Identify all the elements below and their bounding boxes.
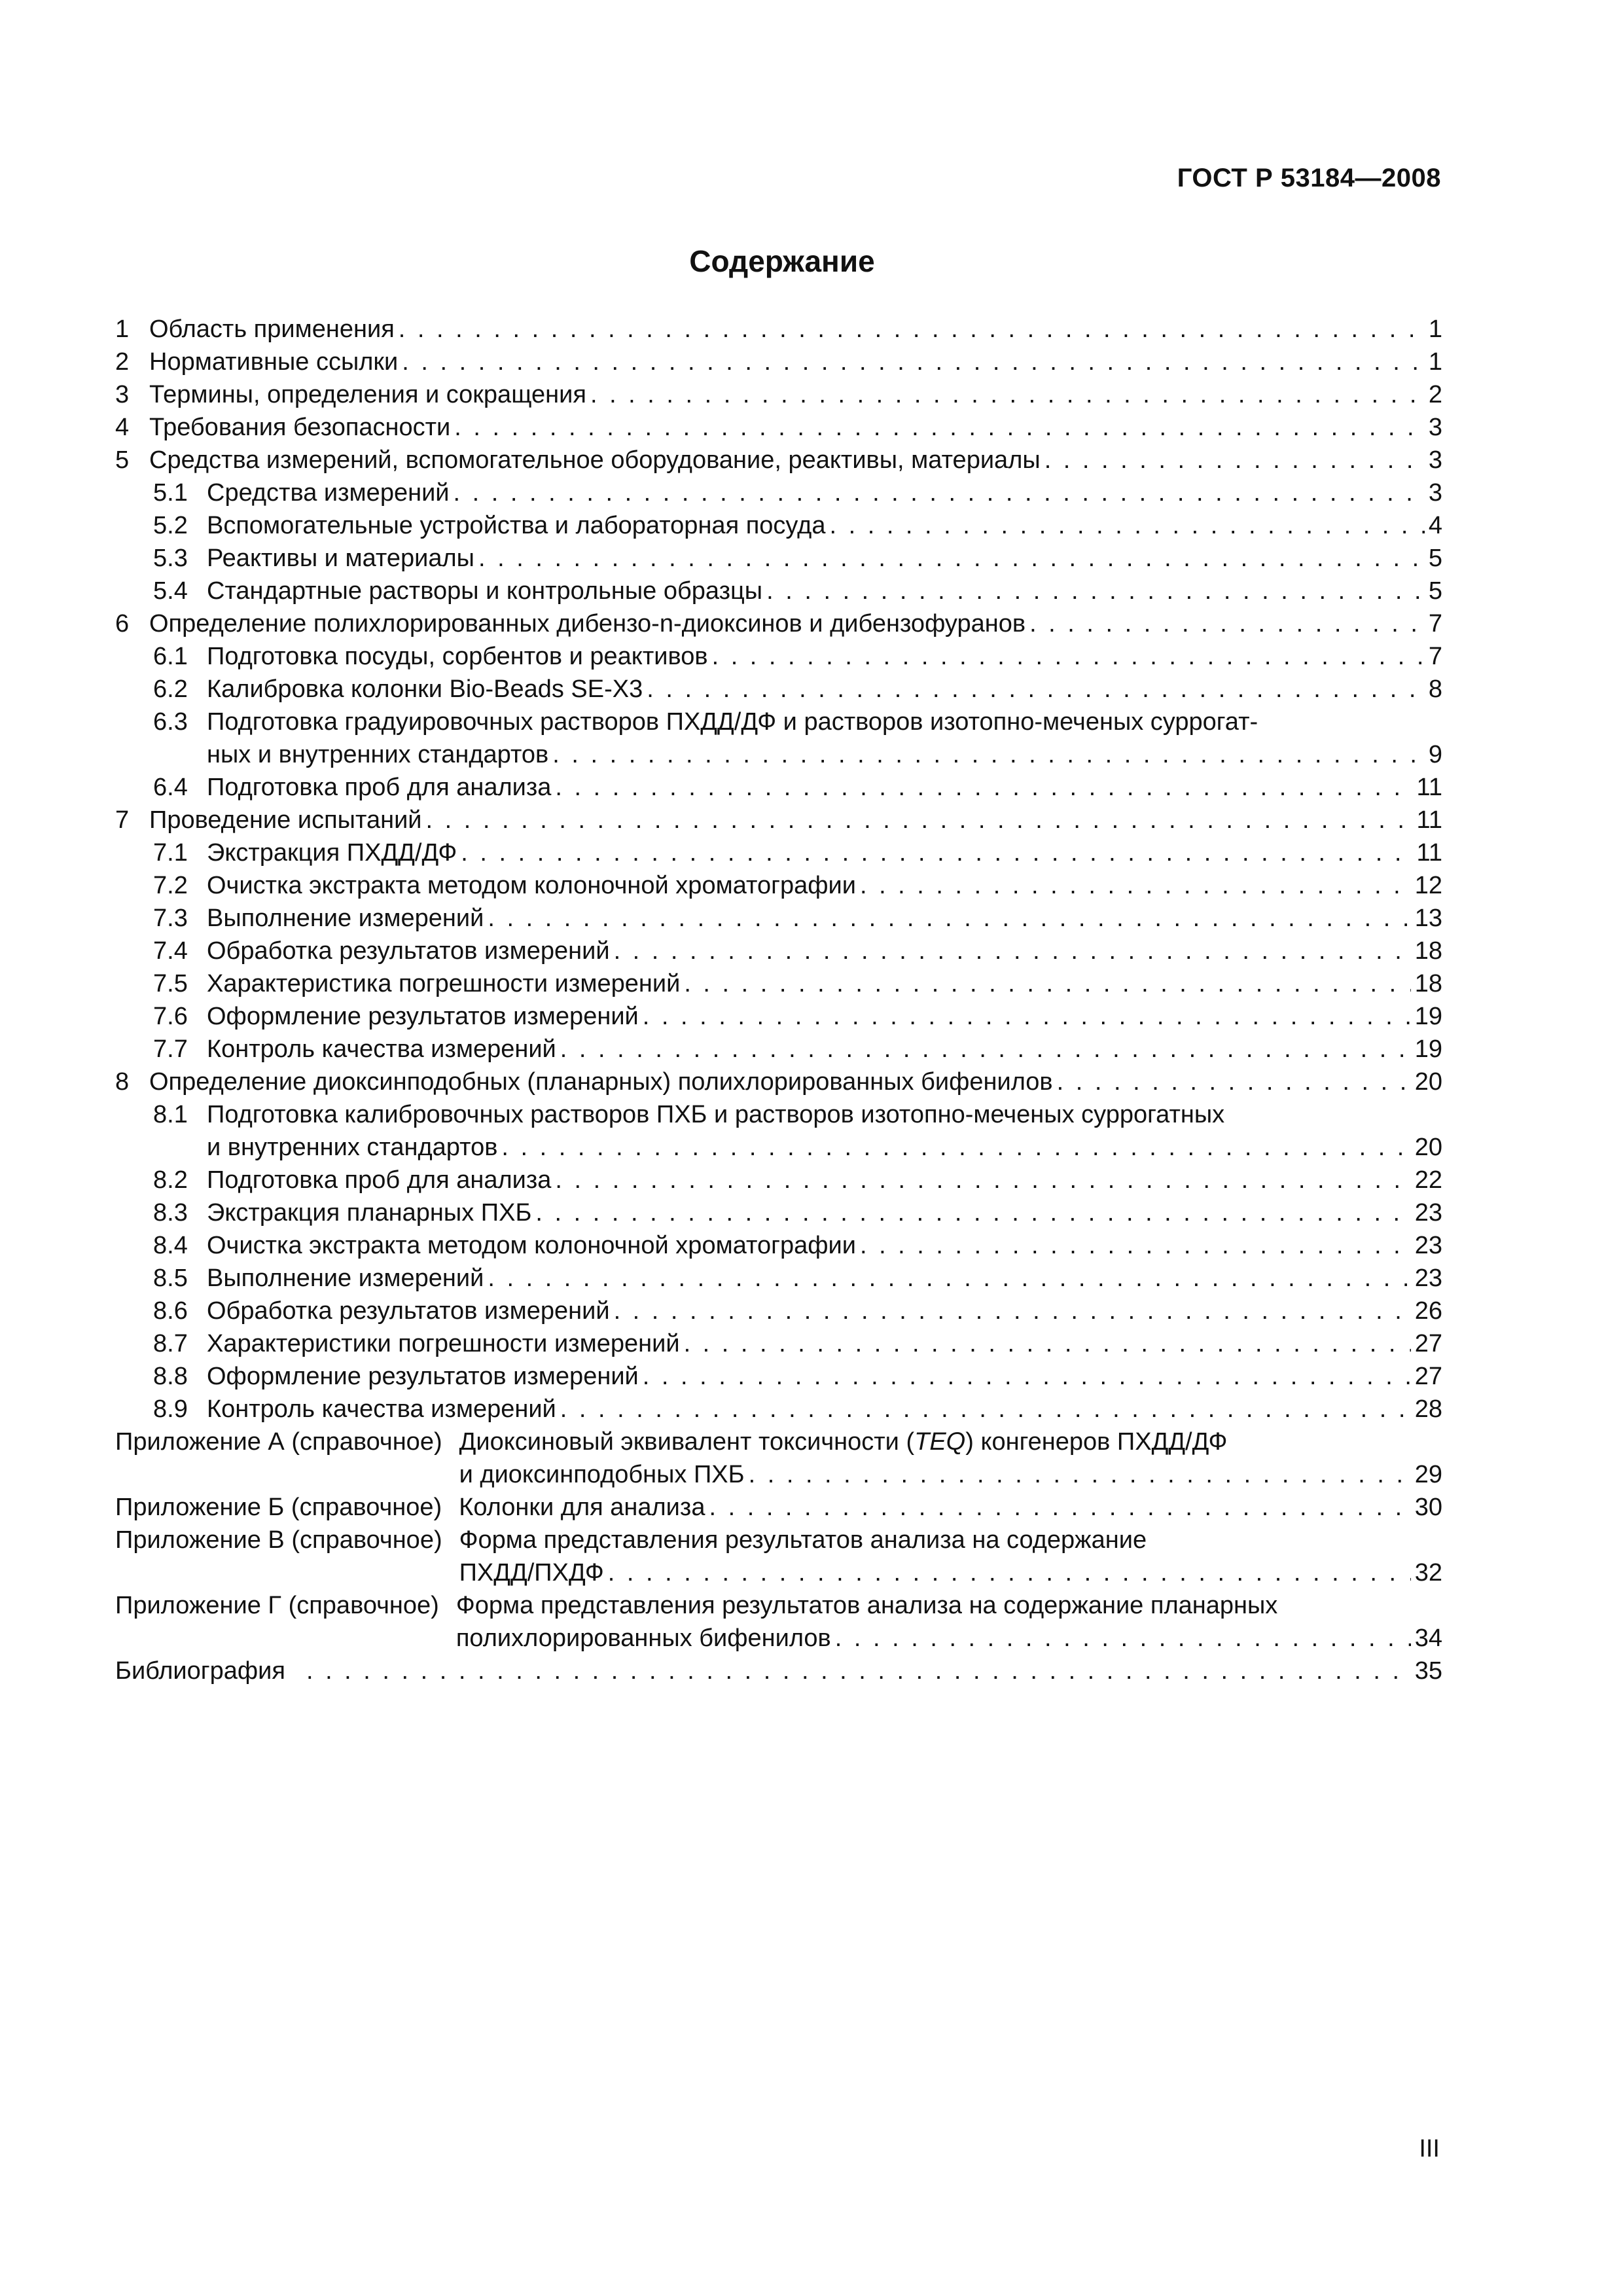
dot-leader bbox=[552, 738, 1425, 771]
toc-entry-page: 23 bbox=[1414, 1199, 1442, 1227]
toc-entry-number: 7.3 bbox=[153, 905, 188, 932]
toc-entry[interactable] bbox=[115, 509, 1442, 542]
toc-entry-page: 19 bbox=[1414, 1003, 1442, 1030]
toc-entry-page: 34 bbox=[1414, 1624, 1442, 1652]
dot-leader bbox=[535, 1196, 1410, 1229]
toc-entry-title: Подготовка проб для анализа bbox=[207, 1166, 552, 1194]
dot-leader bbox=[712, 640, 1425, 673]
toc-entry[interactable] bbox=[115, 804, 1442, 836]
toc-entry-page: 3 bbox=[1428, 446, 1442, 474]
toc-entry-page: 30 bbox=[1414, 1494, 1442, 1521]
toc-entry-page: 8 bbox=[1428, 675, 1442, 703]
toc-entry-title: Стандартные растворы и контрольные образцы bbox=[207, 577, 763, 605]
toc-entry-page: 32 bbox=[1414, 1559, 1442, 1587]
toc-entry[interactable] bbox=[115, 1327, 1442, 1360]
toc-title: Содержание bbox=[689, 244, 875, 278]
toc-entry-number: 7.2 bbox=[153, 872, 188, 899]
toc-entry-page: 35 bbox=[1414, 1657, 1442, 1685]
dot-leader bbox=[608, 1556, 1411, 1589]
toc-entry-page: 20 bbox=[1414, 1068, 1442, 1096]
toc-entry-page: 23 bbox=[1414, 1232, 1442, 1259]
dot-leader bbox=[402, 346, 1425, 378]
toc-entry-number: 8.9 bbox=[153, 1395, 188, 1423]
dot-leader bbox=[306, 1655, 1411, 1687]
toc-entry-title: Определение полихлорированных дибензо-n-диоксинов и дибензофуранов bbox=[149, 610, 1026, 637]
toc-entry-title: Форма представления результатов анализа на содержание bbox=[459, 1526, 1147, 1554]
toc-entry[interactable] bbox=[115, 1066, 1442, 1098]
dot-leader bbox=[614, 935, 1411, 967]
toc-entry-title: Экстракция планарных ПХБ bbox=[207, 1199, 532, 1227]
toc-entry-title: Средства измерений, вспомогательное оборудование, реактивы, материалы bbox=[149, 446, 1041, 474]
toc-entry-page: 1 bbox=[1428, 348, 1442, 376]
toc-entry-number: 6.4 bbox=[153, 774, 188, 801]
toc-entry-page: 18 bbox=[1414, 970, 1442, 997]
toc-entry[interactable] bbox=[115, 1491, 1442, 1524]
dot-leader bbox=[684, 1327, 1411, 1360]
toc-entry[interactable] bbox=[115, 411, 1442, 444]
toc-entry-title: Проведение испытаний bbox=[149, 806, 422, 834]
dot-leader bbox=[749, 1458, 1411, 1491]
toc-entry-title: Вспомогательные устройства и лабораторная посуда bbox=[207, 512, 826, 539]
toc-entry-number: 7 bbox=[115, 806, 130, 834]
toc-entry-title: Реактивы и материалы bbox=[207, 545, 474, 572]
toc-entry-number: 1 bbox=[115, 315, 130, 343]
dot-leader bbox=[643, 1360, 1411, 1393]
toc-entry-title: полихлорированных бифенилов bbox=[455, 1624, 831, 1652]
toc-entry-page: 12 bbox=[1414, 872, 1442, 899]
dot-leader bbox=[555, 771, 1412, 804]
toc-entry-number: Приложение А (справочное) bbox=[115, 1428, 442, 1456]
dot-leader bbox=[560, 1393, 1411, 1426]
toc-entry-title: Оформление результатов измерений bbox=[207, 1363, 639, 1390]
toc-entry-title: Обработка результатов измерений bbox=[207, 937, 610, 965]
toc-entry-title: Подготовка градуировочных растворов ПХДД/ДФ и растворов изотопно-меченых суррогат- bbox=[207, 708, 1258, 736]
toc-entry-page: 4 bbox=[1428, 512, 1442, 539]
toc-entry[interactable] bbox=[115, 1524, 1442, 1589]
toc-entry-title: Экстракция ПХДД/ДФ bbox=[207, 839, 457, 867]
dot-leader bbox=[560, 1033, 1411, 1066]
toc-entry-page: 13 bbox=[1414, 905, 1442, 932]
toc-entry-title: Термины, определения и сокращения bbox=[149, 381, 586, 408]
toc-entry-title: ПХДД/ПХДФ bbox=[459, 1559, 604, 1587]
dot-leader bbox=[684, 967, 1410, 1000]
dot-leader bbox=[1057, 1066, 1411, 1098]
toc-entry-page: 27 bbox=[1414, 1363, 1442, 1390]
toc-entry-title: Средства измерений bbox=[207, 479, 450, 507]
dot-leader bbox=[829, 509, 1424, 542]
dot-leader bbox=[647, 673, 1425, 706]
toc-entry[interactable] bbox=[115, 1393, 1442, 1426]
toc-entry-page: 28 bbox=[1414, 1395, 1442, 1423]
document-header: ГОСТ Р 53184—2008 bbox=[1177, 164, 1441, 192]
dot-leader bbox=[426, 804, 1413, 836]
toc-entry[interactable] bbox=[115, 575, 1442, 607]
dot-leader bbox=[501, 1131, 1410, 1164]
toc-entry[interactable] bbox=[115, 476, 1442, 509]
toc-entry-number: 2 bbox=[115, 348, 130, 376]
toc-entry-number: 7.5 bbox=[153, 970, 188, 997]
toc-entry-number: 7.4 bbox=[153, 937, 188, 965]
toc-entry-number: 4 bbox=[115, 414, 130, 441]
toc-entry-number: 6.1 bbox=[153, 643, 188, 670]
toc-entry[interactable] bbox=[115, 542, 1442, 575]
toc-entry[interactable] bbox=[115, 313, 1442, 346]
toc-entry[interactable] bbox=[115, 1229, 1442, 1262]
toc-entry-title: и внутренних стандартов bbox=[207, 1134, 498, 1161]
toc-entry-page: 22 bbox=[1414, 1166, 1442, 1194]
toc-entry[interactable] bbox=[115, 378, 1442, 411]
toc-entry-title: Обработка результатов измерений bbox=[207, 1297, 610, 1325]
toc-entry-title: Очистка экстракта методом колоночной хроматографии bbox=[207, 872, 856, 899]
toc-entry-page: 3 bbox=[1428, 479, 1442, 507]
dot-leader bbox=[488, 1262, 1410, 1295]
toc-entry[interactable] bbox=[115, 1655, 1442, 1687]
toc-entry[interactable] bbox=[115, 346, 1442, 378]
toc-entry-number: 8.2 bbox=[153, 1166, 188, 1194]
toc-entry[interactable] bbox=[115, 1164, 1442, 1196]
toc-entry-title: Контроль качества измерений bbox=[207, 1395, 556, 1423]
toc-entry[interactable] bbox=[115, 706, 1442, 771]
toc-entry-number: 5.3 bbox=[153, 545, 188, 572]
dot-leader bbox=[860, 1229, 1411, 1262]
toc-entry[interactable] bbox=[115, 771, 1442, 804]
toc-entry[interactable] bbox=[115, 1426, 1442, 1491]
table-of-contents bbox=[115, 313, 1442, 1687]
dot-leader bbox=[1044, 444, 1425, 476]
toc-entry-page: 7 bbox=[1428, 643, 1442, 670]
toc-entry-page: 19 bbox=[1414, 1035, 1442, 1063]
toc-entry-title: Колонки для анализа bbox=[459, 1494, 705, 1521]
toc-entry-page: 5 bbox=[1428, 545, 1442, 572]
toc-entry-number: 5.2 bbox=[153, 512, 188, 539]
dot-leader bbox=[399, 313, 1425, 346]
toc-entry[interactable] bbox=[115, 1589, 1442, 1655]
toc-entry-title: Контроль качества измерений bbox=[207, 1035, 556, 1063]
toc-entry-title: и диоксинподобных ПХБ bbox=[459, 1461, 745, 1488]
toc-entry-page: 29 bbox=[1414, 1461, 1442, 1488]
toc-entry-title: Подготовка посуды, сорбентов и реактивов bbox=[207, 643, 708, 670]
toc-entry-number: 5.4 bbox=[153, 577, 188, 605]
dot-leader bbox=[555, 1164, 1410, 1196]
toc-entry-number: 7.1 bbox=[153, 839, 188, 867]
toc-entry-number: 8.4 bbox=[153, 1232, 188, 1259]
toc-entry-title: Выполнение измерений bbox=[207, 905, 484, 932]
toc-entry[interactable] bbox=[115, 935, 1442, 967]
toc-entry[interactable] bbox=[115, 673, 1442, 706]
toc-entry-number: 7.6 bbox=[153, 1003, 188, 1030]
toc-entry-title: Калибровка колонки Bio-Beads SE-X3 bbox=[207, 675, 643, 703]
toc-entry[interactable] bbox=[115, 444, 1442, 476]
dot-leader bbox=[454, 476, 1425, 509]
toc-entry-title: Форма представления результатов анализа на содержание планарных bbox=[455, 1592, 1278, 1619]
toc-entry-title: Характеристика погрешности измерений bbox=[207, 970, 681, 997]
toc-entry-number: Приложение Б (справочное) bbox=[115, 1494, 442, 1521]
toc-entry-number: 8.3 bbox=[153, 1199, 188, 1227]
toc-entry-number: Приложение В (справочное) bbox=[115, 1526, 442, 1554]
toc-entry[interactable] bbox=[115, 1262, 1442, 1295]
toc-entry[interactable] bbox=[115, 1000, 1442, 1033]
dot-leader bbox=[709, 1491, 1410, 1524]
toc-entry-page: 3 bbox=[1428, 414, 1442, 441]
toc-entry-title: Очистка экстракта методом колоночной хроматографии bbox=[207, 1232, 856, 1259]
toc-entry-title: Выполнение измерений bbox=[207, 1265, 484, 1292]
toc-entry-page: 1 bbox=[1428, 315, 1442, 343]
toc-entry-title: Нормативные ссылки bbox=[149, 348, 399, 376]
dot-leader bbox=[860, 869, 1411, 902]
dot-leader bbox=[614, 1295, 1411, 1327]
toc-entry-page: 27 bbox=[1414, 1330, 1442, 1357]
toc-entry-title: Требования безопасности bbox=[149, 414, 451, 441]
toc-entry-number: 5.1 bbox=[153, 479, 188, 507]
toc-entry[interactable] bbox=[115, 607, 1442, 640]
toc-entry[interactable] bbox=[115, 1295, 1442, 1327]
toc-entry-page: 7 bbox=[1428, 610, 1442, 637]
toc-entry[interactable] bbox=[115, 869, 1442, 902]
toc-entry-number: 3 bbox=[115, 381, 130, 408]
dot-leader bbox=[643, 1000, 1411, 1033]
toc-entry-page: 2 bbox=[1428, 381, 1442, 408]
toc-entry-number: 8.7 bbox=[153, 1330, 188, 1357]
toc-entry-number: 5 bbox=[115, 446, 130, 474]
toc-entry-title: Определение диоксинподобных (планарных) полихлорированных бифенилов bbox=[149, 1068, 1053, 1096]
toc-entry-number: 6.3 bbox=[153, 708, 188, 736]
dot-leader bbox=[835, 1622, 1411, 1655]
dot-leader bbox=[478, 542, 1425, 575]
toc-entry[interactable] bbox=[115, 1360, 1442, 1393]
dot-leader bbox=[1029, 607, 1425, 640]
dot-leader bbox=[766, 575, 1425, 607]
toc-entry-page: 23 bbox=[1414, 1265, 1442, 1292]
toc-entry[interactable] bbox=[115, 640, 1442, 673]
toc-entry-number: 8 bbox=[115, 1068, 130, 1096]
toc-entry-title: Подготовка проб для анализа bbox=[207, 774, 552, 801]
toc-entry-number: 8.5 bbox=[153, 1265, 188, 1292]
toc-entry-title: Оформление результатов измерений bbox=[207, 1003, 639, 1030]
toc-entry-title: ных и внутренних стандартов bbox=[207, 741, 549, 768]
toc-entry-title: Область применения bbox=[149, 315, 395, 343]
toc-entry-page: 11 bbox=[1416, 839, 1442, 867]
toc-entry-page: 18 bbox=[1414, 937, 1442, 965]
toc-entry-number: 8.1 bbox=[153, 1101, 188, 1128]
toc-entry-number: Библиография bbox=[115, 1657, 285, 1685]
toc-entry[interactable] bbox=[115, 902, 1442, 935]
toc-entry-page: 9 bbox=[1428, 741, 1442, 768]
toc-entry[interactable] bbox=[115, 1196, 1442, 1229]
dot-leader bbox=[590, 378, 1425, 411]
toc-entry[interactable] bbox=[115, 1098, 1442, 1164]
toc-entry[interactable] bbox=[115, 836, 1442, 869]
toc-entry-title: Характеристики погрешности измерений bbox=[207, 1330, 680, 1357]
dot-leader bbox=[454, 411, 1425, 444]
dot-leader bbox=[488, 902, 1410, 935]
toc-entry-title: Подготовка калибровочных растворов ПХБ и растворов изотопно-меченых суррогатных bbox=[207, 1101, 1225, 1128]
page-number: III bbox=[1419, 2135, 1440, 2162]
toc-entry-number: 6 bbox=[115, 610, 130, 637]
toc-entry-page: 26 bbox=[1414, 1297, 1442, 1325]
toc-entry-number: 8.8 bbox=[153, 1363, 188, 1390]
toc-entry-number: 8.6 bbox=[153, 1297, 188, 1325]
toc-entry-page: 20 bbox=[1414, 1134, 1442, 1161]
toc-entry-number: Приложение Г (справочное) bbox=[115, 1592, 439, 1619]
toc-entry-number: 7.7 bbox=[153, 1035, 188, 1063]
toc-entry-page: 11 bbox=[1416, 774, 1442, 801]
toc-entry[interactable] bbox=[115, 1033, 1442, 1066]
dot-leader bbox=[461, 836, 1412, 869]
toc-entry[interactable] bbox=[115, 967, 1442, 1000]
toc-entry-page: 5 bbox=[1428, 577, 1442, 605]
toc-entry-title: Диоксиновый эквивалент токсичности (TEQ) конгенеров ПХДД/ДФ bbox=[459, 1428, 1228, 1456]
toc-entry-number: 6.2 bbox=[153, 675, 188, 703]
toc-entry-page: 11 bbox=[1416, 806, 1442, 834]
